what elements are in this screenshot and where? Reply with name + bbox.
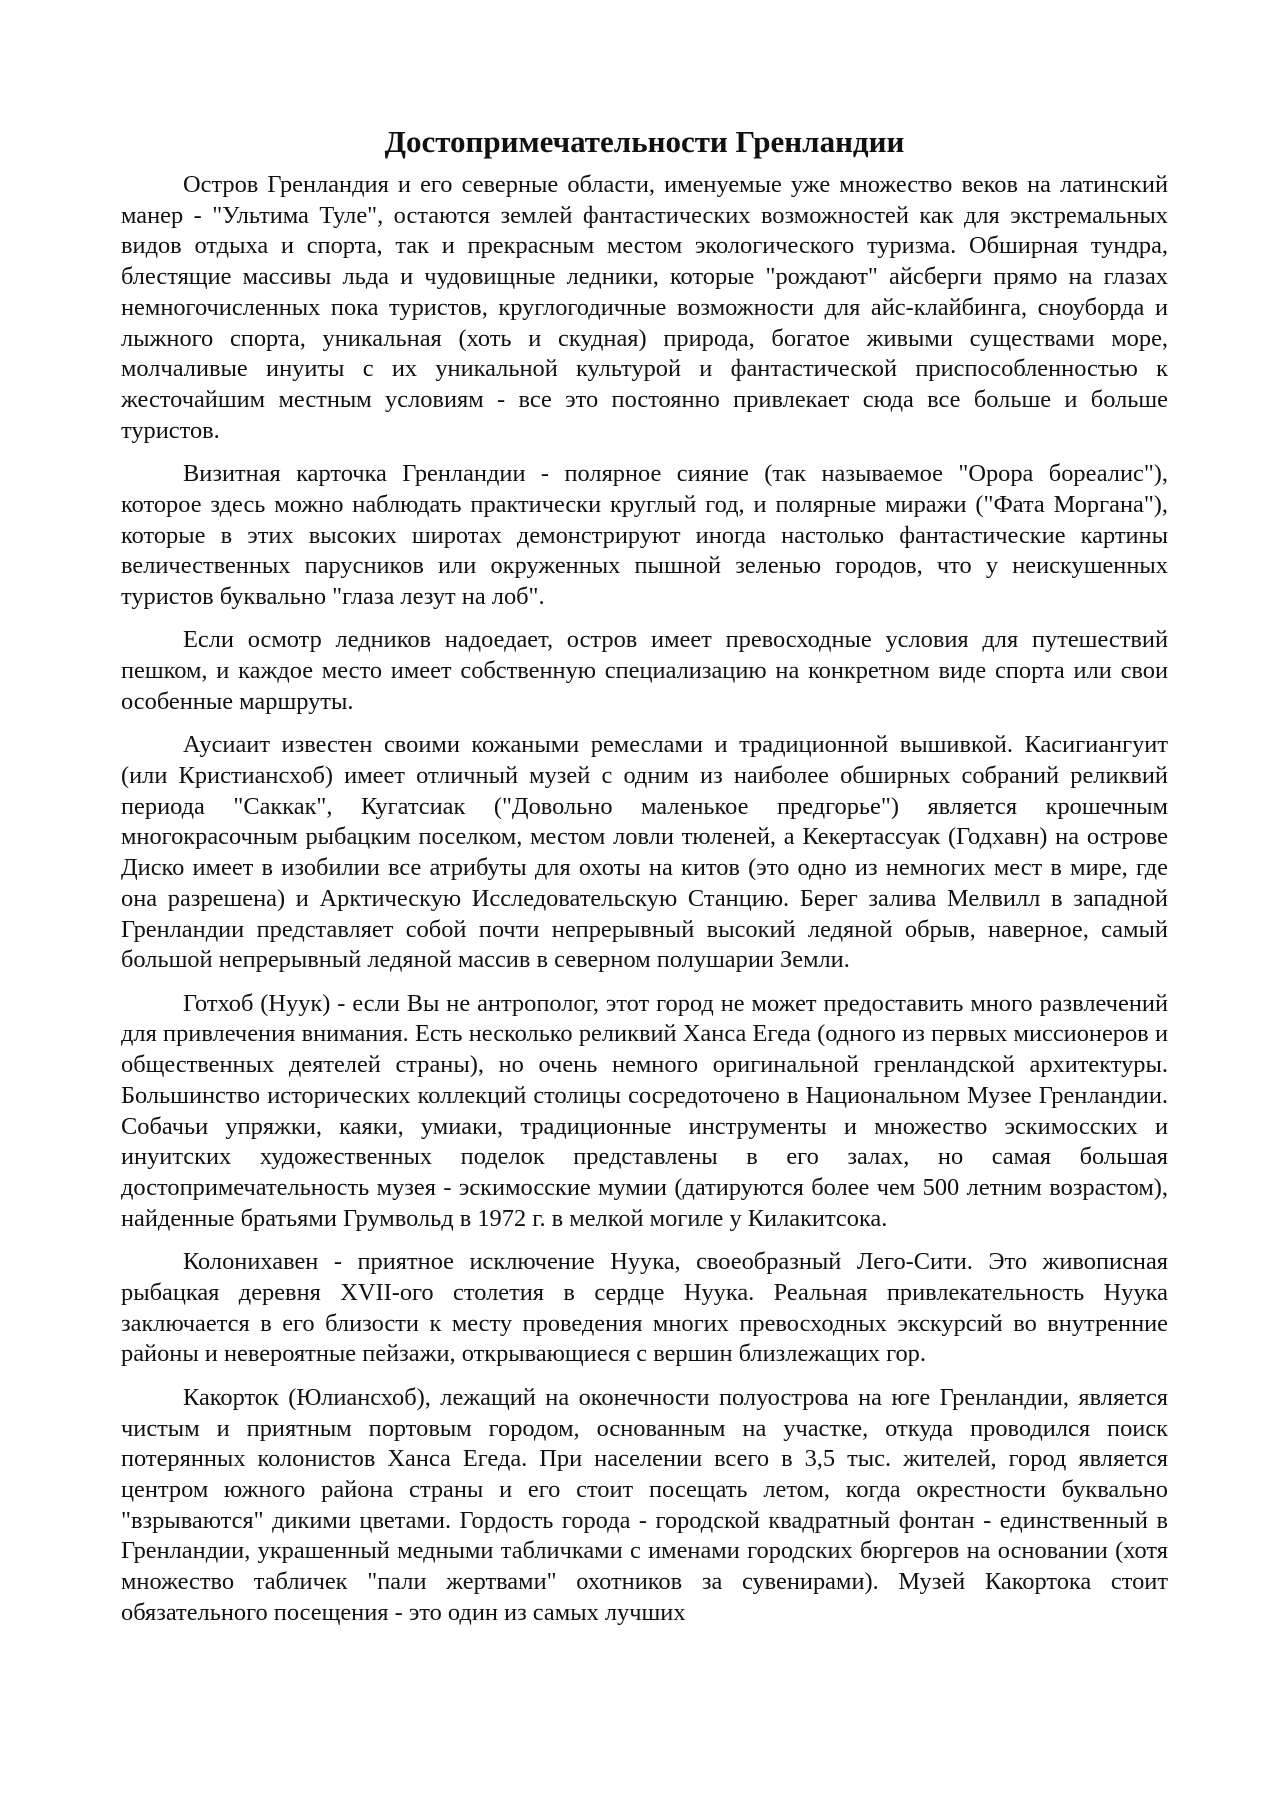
document-title: Достопримечательности Гренландии (384, 124, 905, 159)
document-page (121, 122, 1168, 1641)
paragraph-qaqortoq: Какорток (Юлиансхоб), лежащий на оконечности полуострова на юге Гренландии, является чистым и приятным портовым городом, основанным на участке, откуда проводился поиск потерянных колонистов Ханса Егеда. При населении всего в 3,5 тыс. жителей, город является центром южного района страны и его стоит посещать летом, когда окрестности буквально "взрываются" дикими цветами. Гордость города - городской квадратный фонтан - единственный в Гренландии, украшенный медными табличками с именами городских бюргеров на основании (хотя множество табличек "пали жертвами" охотников за сувенирами). Музей Какортока стоит обязательного посещения - это один из самых лучших (121, 1383, 1168, 1626)
paragraph-intro: Остров Гренландия и его северные области, именуемые уже множество веков на латинский манер - "Ультима Туле", остаются землей фантастических возможностей как для экстремальных видов отдыха и спорта, так и прекрасным местом экологического туризма. Обширная тундра, блестящие массивы льда и чудовищные ледники, которые "рождают" айсберги прямо на глазах немногочисленных пока туристов, круглогодичные возможности для айс-клайбинга, сноуборда и лыжного спорта, уникальная (хоть и скудная) природа, богатое живыми существами море, молчаливые инуиты с их уникальной культурой и фантастической приспособленностью к жесточайшим местным условиям - все это постоянно привлекает сюда все больше и больше туристов. (121, 171, 1168, 444)
paragraph-hiking: Если осмотр ледников надоедает, остров имеет превосходные условия для путешествий пешком, и каждое место имеет собственную специализацию на конкретном виде спорта или свои особенные маршруты. (121, 626, 1168, 715)
paragraph-aurora: Визитная карточка Гренландии - полярное сияние (так называемое "Орора бореалис"), которое здесь можно наблюдать практически круглый год, и полярные миражи ("Фата Моргана"), которые в этих высоких широтах демонстрируют иногда настолько фантастические картины величественных парусников или окруженных пышной зеленью городов, что у неискушенных туристов буквально "глаза лезут на лоб". (121, 460, 1168, 610)
paragraph-ausiait: Аусиаит известен своими кожаными ремеслами и традиционной вышивкой. Касигиангуит (или Кристиансхоб) имеет отличный музей с одним из наиболее обширных собраний реликвий периода "Саккак", Кугатсиак ("Довольно маленькое предгорье") является крошечным многокрасочным рыбацким поселком, местом ловли тюленей, а Кекертассуак (Годхавн) на острове Диско имеет в изобилии все атрибуты для охоты на китов (это одно из немногих мест в мире, где она разрешена) и Арктическую Исследовательскую Станцию. Берег залива Мелвилл в западной Гренландии представляет собой почти непрерывный высокий ледяной обрыв, наверное, самый большой непрерывный ледяной массив в северном полушарии Земли. (121, 731, 1168, 974)
paragraph-nuuk: Готхоб (Нуук) - если Вы не антрополог, этот город не может предоставить много развлечений для привлечения внимания. Есть несколько реликвий Ханса Егеда (одного из первых миссионеров и общественных деятелей страны), но очень немного оригинальной гренландской архитектуры. Большинство исторических коллекций столицы сосредоточено в Национальном Музее Гренландии. Собачьи упряжки, каяки, умиаки, традиционные инструменты и множество эскимосских и инуитских художественных поделок представлены в его залах, но самая большая достопримечательность музея - эскимосские мумии (датируются более чем 500 летним возрастом), найденные братьями Грумвольд в 1972 г. в мелкой могиле у Килакитсока. (121, 989, 1168, 1232)
paragraph-kolonihaven: Колонихавен - приятное исключение Нуука, своеобразный Лего-Сити. Это живописная рыбацкая деревня XVII-ого столетия в сердце Нуука. Реальная привлекательность Нуука заключается в его близости к месту проведения многих превосходных экскурсий во внутренние районы и невероятные пейзажи, открывающиеся с вершин близлежащих гор. (121, 1248, 1168, 1368)
